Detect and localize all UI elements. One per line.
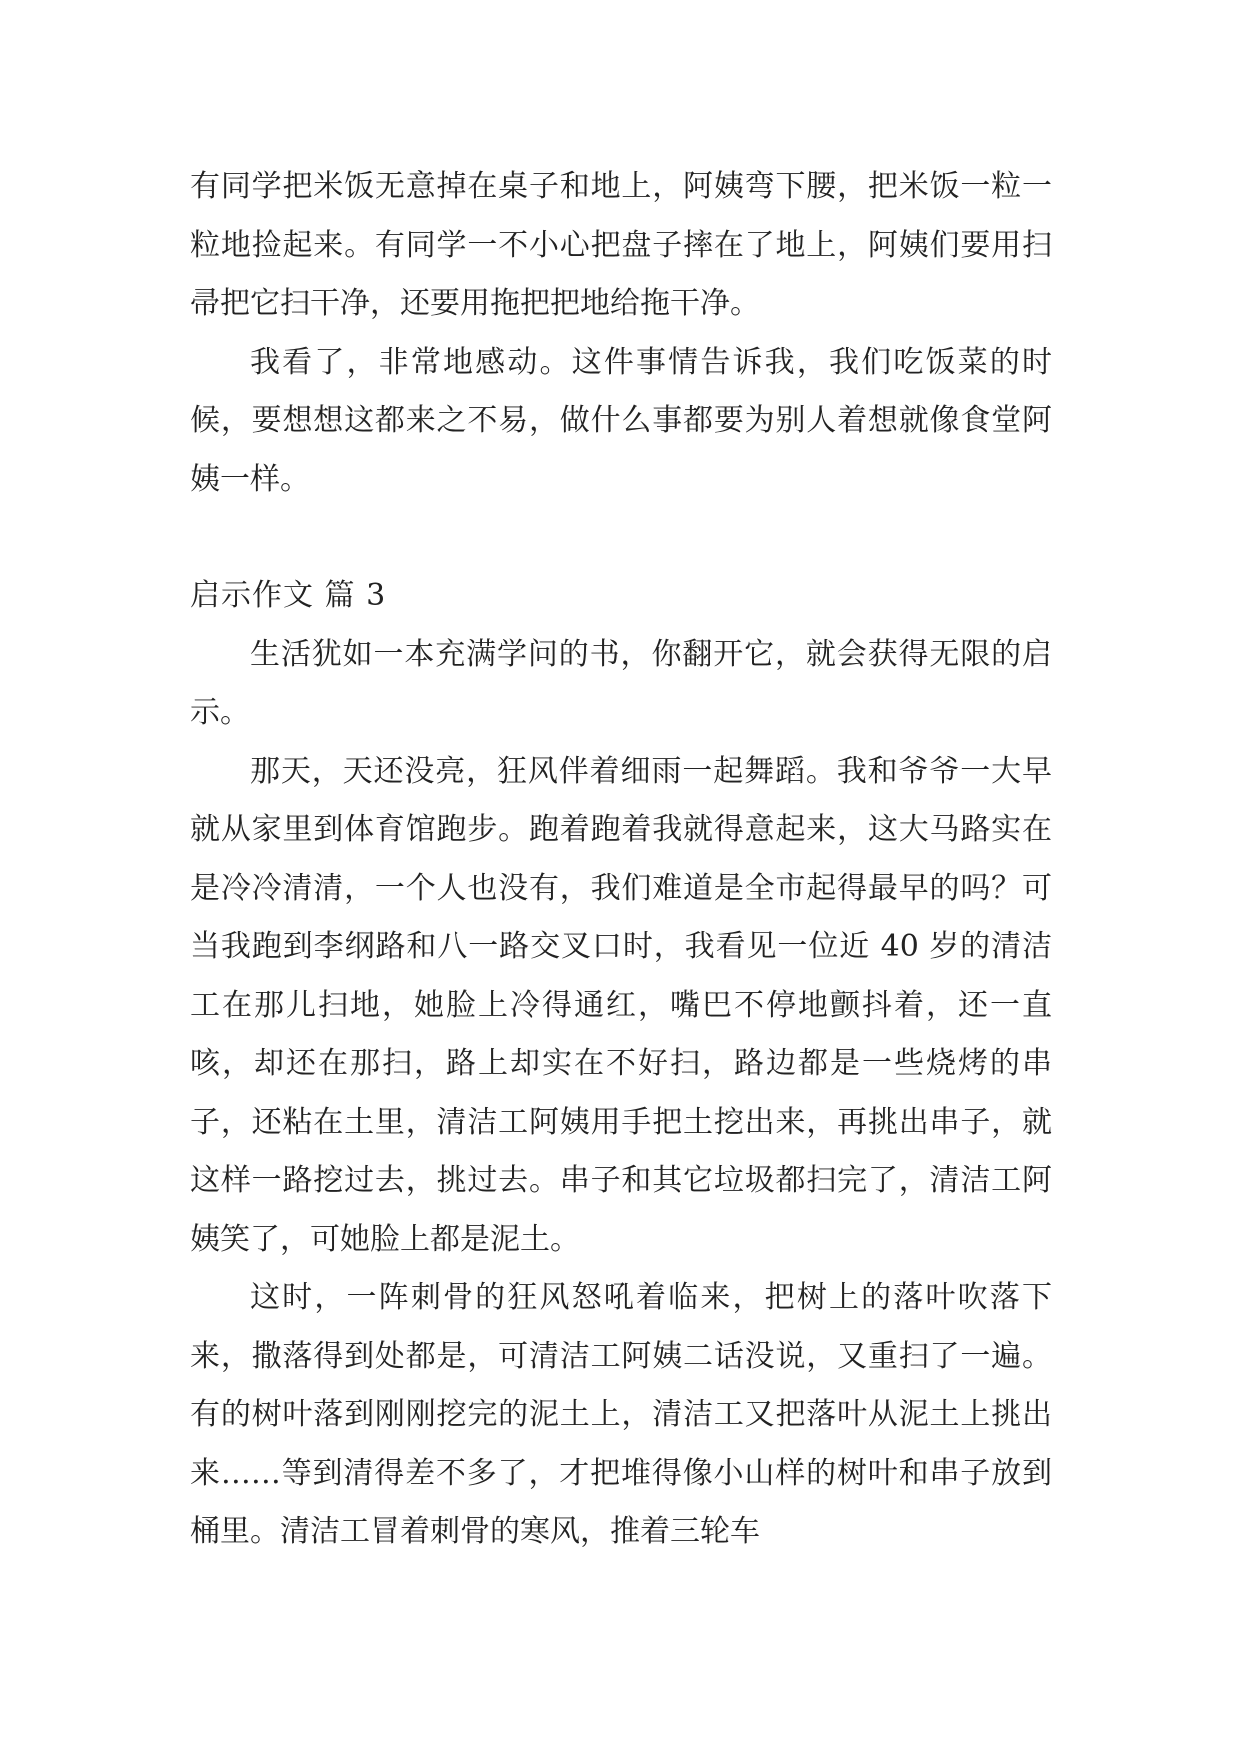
paragraph-morning-run: 那天，天还没亮，狂风伴着细雨一起舞蹈。我和爷爷一大早就从家里到体育馆跑步。跑着跑着我就得意起来，这大马路实在是冷冷清清，一个人也没有，我们难道是全市起得最早的吗？可当我跑到李纲路和八一路交叉口时，我看见一位近 40 岁的清洁工在那儿扫地，她脸上冷得通红，嘴巴不停地颤抖着，还一直咳，却还在那扫，路上却实在不好扫，路边都是一些烧烤的串子，还粘在土里，清洁工阿姨用手把土挖出来，再挑出串子，就这样一路挖过去，挑过去。串子和其它垃圾都扫完了，清洁工阿姨笑了，可她脸上都是泥土。 bbox=[190, 753, 1052, 1257]
paragraph-canteen-cleanup: 有同学把米饭无意掉在桌子和地上，阿姨弯下腰，把米饭一粒一粒地捡起来。有同学一不小心把盘子摔在了地上，阿姨们要用扫帚把它扫干净，还要用拖把把地给拖干净。 bbox=[190, 169, 1052, 321]
section-spacer bbox=[190, 509, 1052, 567]
section-title: 启示作文 篇 3 bbox=[190, 578, 387, 613]
paragraph-intro: 生活犹如一本充满学问的书，你翻开它，就会获得无限的启示。 bbox=[190, 636, 1052, 730]
paragraph-reflection: 我看了，非常地感动。这件事情告诉我，我们吃饭菜的时候，要想想这都来之不易，做什么事都要为别人着想就像食堂阿姨一样。 bbox=[190, 344, 1052, 497]
paragraph-wind-leaves: 这时，一阵刺骨的狂风怒吼着临来，把树上的落叶吹落下来，撒落得到处都是，可清洁工阿姨二话没说，又重扫了一遍。有的树叶落到刚刚挖完的泥土上，清洁工又把落叶从泥土上挑出来……等到清得差不多了，才把堆得像小山样的树叶和串子放到桶里。清洁工冒着刺骨的寒风，推着三轮车 bbox=[190, 1280, 1052, 1549]
document-body bbox=[190, 158, 1052, 1562]
